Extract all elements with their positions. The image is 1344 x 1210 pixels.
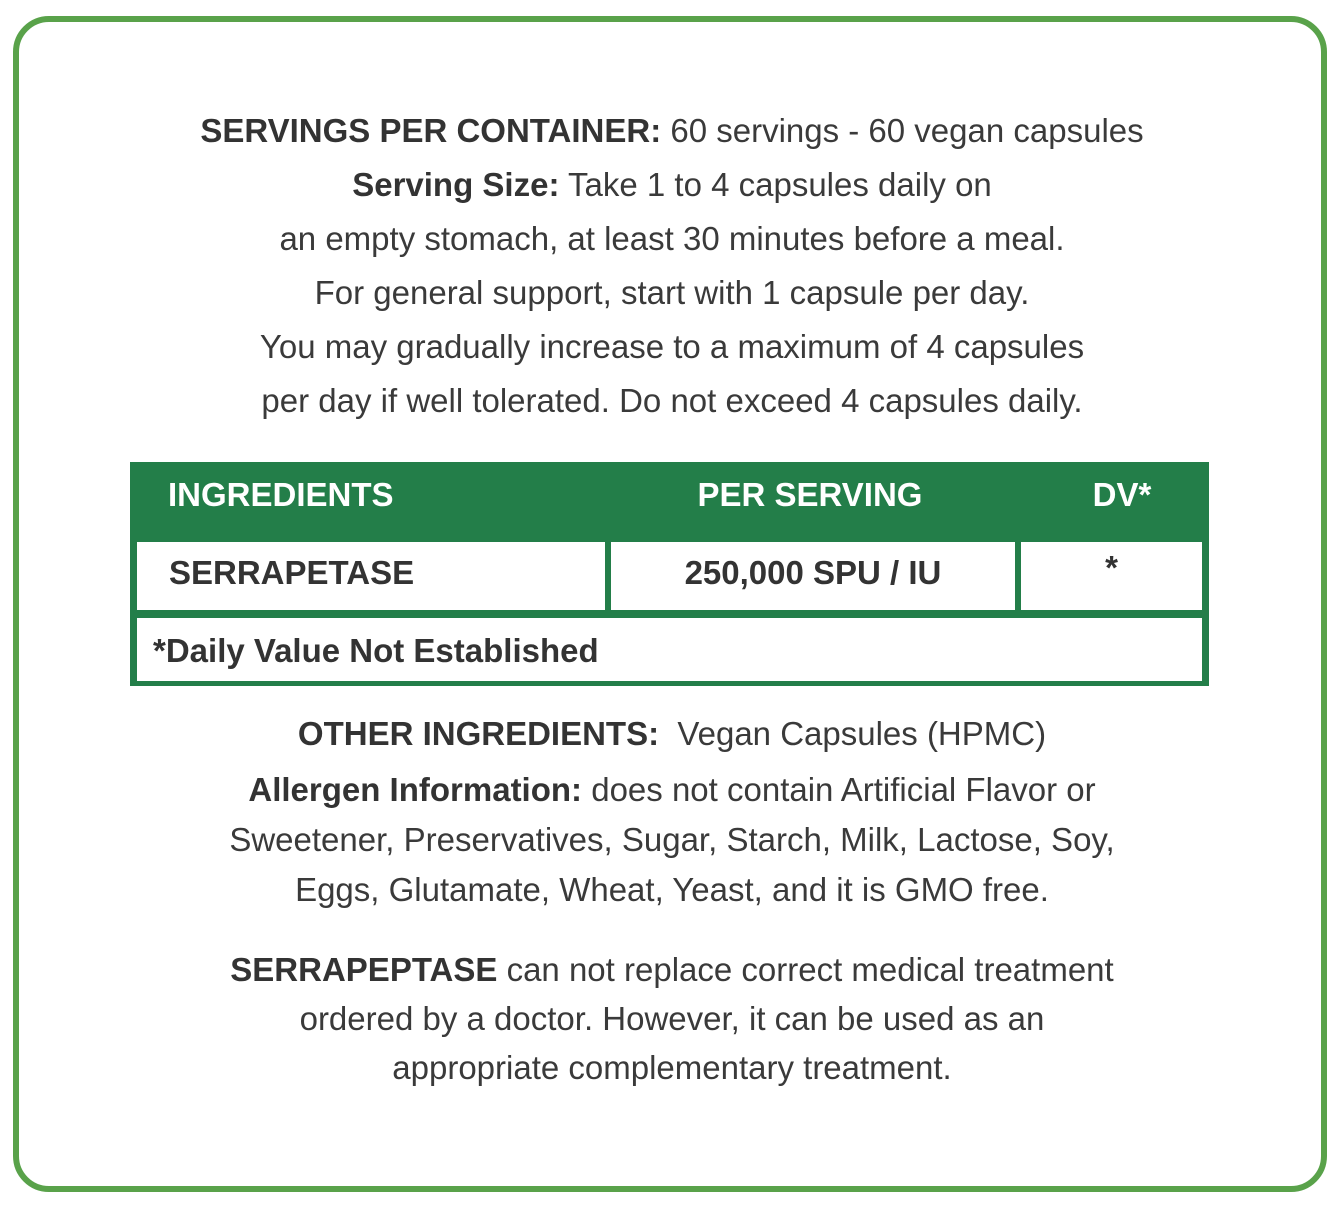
other-ingredients [0, 712, 1344, 768]
serving-line-3: an empty stomach, at least 30 minutes before a meal. [279, 220, 1065, 257]
serving-line-5: You may gradually increase to a maximum of 4 capsules [259, 328, 1085, 365]
serving-info [0, 110, 1344, 434]
allergen-label: Allergen Information: [248, 771, 583, 808]
allergen-line-3: Eggs, Glutamate, Wheat, Yeast, and it is GMO free. [295, 871, 1049, 908]
header-per-serving: PER SERVING [697, 476, 923, 513]
other-ingredients-value: Vegan Capsules (HPMC) [659, 715, 1047, 752]
disclaimer-note [0, 948, 1344, 1095]
table-row-dv: * [1021, 542, 1202, 610]
serving-line-6: per day if well tolerated. Do not exceed 4 capsules daily. [261, 382, 1083, 419]
serving-size-label: Serving Size: [352, 166, 560, 203]
other-ingredients-info [0, 712, 1344, 918]
serving-line-4: For general support, start with 1 capsule per day. [314, 274, 1030, 311]
allergen-info [0, 768, 1344, 818]
disclaimer-line-2: ordered by a doctor. However, it can be used as an [299, 1000, 1045, 1037]
other-ingredients-label: OTHER INGREDIENTS: [297, 715, 660, 752]
allergen-line-2: Sweetener, Preservatives, Sugar, Starch, Milk, Lactose, Soy, [229, 821, 1115, 858]
table-row-ingredient: SERRAPETASE [137, 542, 605, 610]
servings-per-container [0, 110, 1344, 164]
servings-label: SERVINGS PER CONTAINER: [200, 112, 662, 149]
disclaimer-line-3: appropriate complementary treatment. [392, 1049, 952, 1086]
table-row-per-serving: 250,000 SPU / IU [611, 542, 1015, 610]
disclaimer-line-1-rest: can not replace correct medical treatment [497, 951, 1114, 988]
table-footnote: *Daily Value Not Established [137, 618, 1202, 681]
disclaimer-brand: SERRAPEPTASE [230, 951, 498, 988]
header-dv: DV* [1092, 476, 1152, 513]
servings-value: 60 servings - 60 vegan capsules [661, 112, 1144, 149]
disclaimer-line-1 [0, 948, 1344, 997]
serving-size-value: Take 1 to 4 capsules daily on [559, 166, 992, 203]
serving-size [0, 164, 1344, 218]
header-ingredients: INGREDIENTS [168, 476, 394, 513]
allergen-value: does not contain Artificial Flavor or [582, 771, 1096, 808]
